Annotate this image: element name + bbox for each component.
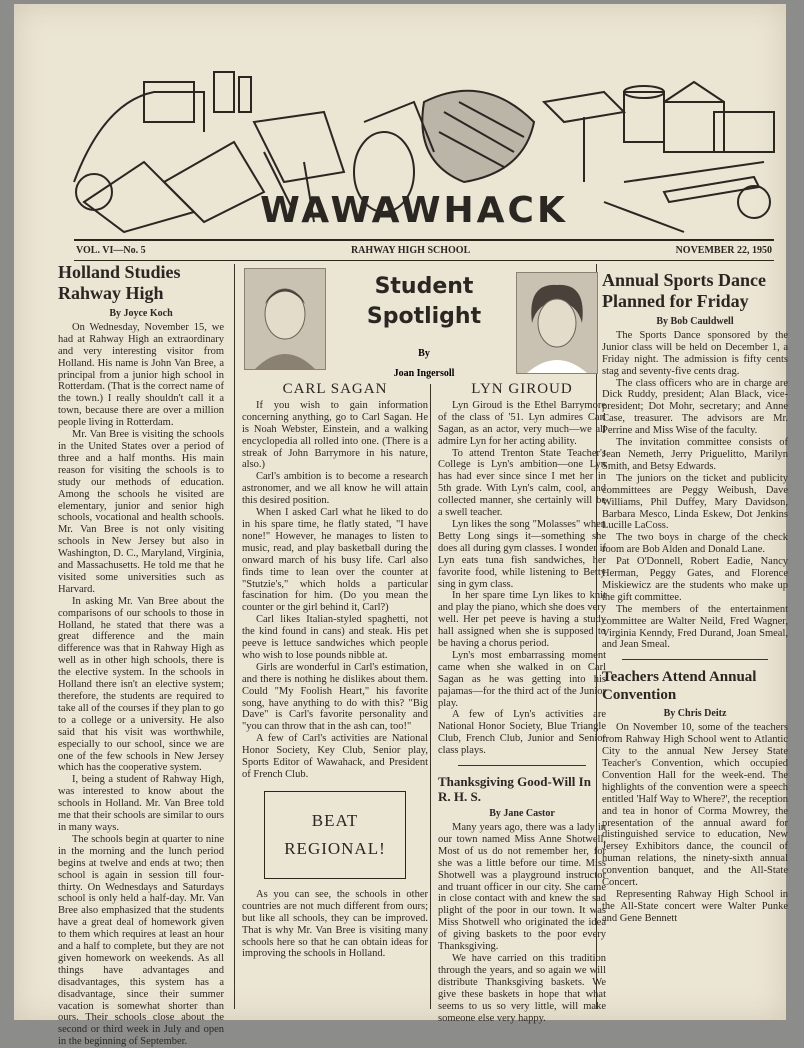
- article-paragraph: Pat O'Donnell, Robert Eadie, Nancy Herman, Peggy Gates, and Florence Miskiewicz are the students who make up the gift committee.: [602, 556, 788, 603]
- article-paragraph: On November 10, some of the teachers from Rahway High School went to Atlantic City to the annual New Jersey State Teacher's Convention, which occupied Convention Hall for the week-end. The highlights of the convention were a speech entitled 'Half Way to Where?', the reception and tea in honor of Corma Mowrey, the presentation of the annual award for distinguished service to education, New Jersey Exhibitors dance, the council of human relations, the ninety-sixth annual convention banquet, and the All-State Concert.: [602, 722, 788, 889]
- article-byline: By Joyce Koch: [109, 308, 173, 319]
- volume-number: VOL. VI—No. 5: [76, 245, 146, 256]
- article-carl-sagan: [242, 381, 428, 960]
- column-rule: [234, 264, 235, 1009]
- article-paragraph: Representing Rahway High School in the All-State concert were Walter Punke and Gene Bennett: [602, 888, 788, 924]
- spotlight-author: Joan Ingersoll: [393, 368, 455, 379]
- article-headline: Holland Studies Rahway High: [58, 262, 181, 303]
- lyn-giroud-photo: [516, 272, 598, 374]
- article-headline: Teachers Attend Annual Convention: [602, 669, 757, 704]
- article-paragraph: The schools begin at quarter to nine in the morning and the lunch period begins at twelve and ends at two; then school is again in session till four-thirty. On Wednesdays and Saturdays school is only held a half-day. Mr. Van Bree also emphasized that the students have a great deal of homework given to them which requires at least an hour and a half to complete, but they are not given homework on weekends. As all things have advantages and disadvantages, this system has a disadvantage, since their summer vacation is somewhat shorter than ours. Their schools close about the second or third week in July and open in the beginning of September.: [58, 833, 224, 1048]
- article-headline: Thanksgiving Good-Will In R. H. S.: [438, 774, 591, 805]
- article-paragraph: The two boys in charge of the check room are Bob Alden and Donald Lane.: [602, 532, 788, 556]
- article-paragraph: Mr. Van Bree is visiting the schools in the United States over a period of three and a half months. His main reason for visiting the schools is to study our methods of education. Among the schools he visited are elementary, junior and senior high schools, vocational and health schools. Mr. Van Bree is not only visiting schools in New Jersey but also in Washington, D. C., Maryland, Virginia, and Massachusetts. He told me that he visited some universities such as Harvard.: [58, 429, 224, 595]
- spotlight-by: By: [418, 348, 430, 359]
- spotlight-name: CARL SAGAN: [282, 381, 388, 397]
- article-paragraph: Lyn's most embarrassing moment came when she walked in on Carl Sagan as he was getting into his pajamas—for the third act of the Junior play.: [438, 649, 606, 709]
- spotlight-title: Student Spotlight: [366, 274, 482, 329]
- beat-regional-box: BEAT REGIONAL!: [264, 791, 406, 879]
- article-lyn-giroud: [438, 381, 606, 1024]
- article-paragraph: The Sports Dance sponsored by the Junior class will be held on December 1, a Friday night. The admission is fifty cents stag and seventy-five cents drag.: [602, 329, 788, 377]
- article-paragraph: A few of Lyn's activities are National Honor Society, Blue Triangle Club, French Club, Junior and Senior class plays.: [438, 709, 606, 757]
- newspaper-page: [14, 4, 788, 1048]
- article-paragraph: Carl's ambition is to become a research astronomer, and we all know he will attain this desired position.: [242, 471, 428, 507]
- article-holland: [58, 262, 224, 1048]
- spotlight-name: LYN GIROUD: [471, 381, 573, 397]
- article-byline: By Jane Castor: [489, 808, 555, 820]
- issue-info-bar: [74, 239, 774, 261]
- article-paragraph: The invitation committee consists of Jean Nemeth, Jerry Priguelitto, Marilyn Smith, and Betsy Edwards.: [602, 437, 788, 472]
- article-paragraph: To attend Trenton State Teacher's College is Lyn's ambition—one Lyn has had ever since since I met her in 5th grade. With Lyn's calm, cool, and collected manner, she certainly will be a swell teacher.: [438, 447, 606, 519]
- issue-date: NOVEMBER 22, 1950: [675, 245, 772, 256]
- article-paragraph: Lyn likes the song "Molasses" when Betty Long sings it—something she does all during gym classes. I wonder if Lyn eats tuna fish sandwiches, her favorite food, while listening to Betty sing in gym class.: [438, 518, 606, 590]
- article-paragraph: A few of Carl's activities are National Honor Society, Key Club, Senior play, Sports Editor of Wawahack, and President of French Club.: [242, 733, 428, 780]
- article-paragraph: Carl likes Italian-styled spaghetti, not the kind found in cans) and steak. His pet peeve is lettuce sandwiches which people who wish to lose pounds nibble at.: [242, 614, 428, 661]
- school-name: RAHWAY HIGH SCHOOL: [350, 245, 471, 256]
- divider: [458, 765, 586, 766]
- article-paragraph: On Wednesday, November 15, we had at Rahway High an extraordinary and very interesting visitor from Holland. His name is John Van Bree, a principal from a junior high school in Rotterdam. (That is the correct name of the town.) I really shouldn't call it a town, because there are over a million people living in Rotterdam.: [58, 321, 224, 429]
- article-paragraph: The class officers who are in charge are Dick Ruddy, president; Alan Black, vice-president; Dot Mohr, secretary; and Anne Case, treasurer. The advisors are Mr. Perrine and Miss Wise of the faculty.: [602, 377, 788, 437]
- article-paragraph: I, being a student of Rahway High, was interested to know about the schools in Holland. Mr. Van Bree told me that their schools are similar to ours in many ways.: [58, 774, 224, 833]
- column-rule: [430, 384, 431, 1009]
- article-paragraph: We have carried on this tradition through the years, and so again we will distribute Thanksgiving baskets. We give these baskets in hope that what seems to us so very little, will make someone else very happy.: [438, 952, 606, 1024]
- article-byline: By Bob Cauldwell: [656, 316, 734, 327]
- article-paragraph: Girls are wonderful in Carl's estimation, and there is nothing he dislikes about them. Could "My Foolish Heart," his favorite song, have anything to do with this? "Big Dave" is Carl's favorite personality and "you can throw that in the ash can, too!": [242, 661, 428, 733]
- article-paragraph: Lyn Giroud is the Ethel Barrymore of the class of '51. Lyn admires Carl Sagan, as an actor, very much—we all admire Lyn for her acting ability.: [438, 399, 606, 447]
- article-paragraph: In her spare time Lyn likes to knit and play the piano, which she does very well. Her pet peeve is having a study hall assigned when she is supposed to be having a chorus period.: [438, 590, 606, 650]
- article-paragraph: The juniors on the ticket and publicity committees are Peggy Weibush, Dave Williams, Phil Duffey, Mary Davidson, Barbara Mesco, Linda Eskew, Dot Jenkins Lucille LaCoss.: [602, 472, 788, 532]
- newspaper-title: WAWAWHACK: [260, 190, 568, 231]
- article-sports-dance: [602, 270, 788, 925]
- carl-sagan-photo: [244, 268, 326, 370]
- article-paragraph: The members of the entertainment committee are Walter Neild, Fred Wagner, Virginia Kenndy, Fred Durand, Joan Smeal, and Jean Smeal.: [602, 603, 788, 651]
- article-paragraph: In asking Mr. Van Bree about the comparisons of our schools to those in Holland, he stated that there was a great difference and the main difference was that in Rahway High as well as in other high schools, there is the elective system. In the schools in Holland there isn't an elective system; therefore, the students are required to take all of the courses if they plan to go to a college or a university. He also said that his visit was worthwhile, especially to our school, since we are one of the few schools in New Jersey which has the cooperative system.: [58, 595, 224, 774]
- article-paragraph: As you can see, the schools in other countries are not much different from ours; but like all schools, they can be improved. That is why Mr. Van Bree is visiting many schools here so that he can obtain ideas for improving the schools in Holland.: [242, 888, 428, 960]
- article-headline: Annual Sports Dance Planned for Friday: [602, 270, 767, 311]
- article-paragraph: If you wish to gain information concerning anything, go to Carl Sagan. He is Noah Webster, Einstein, and a walking encyclopedia all rolled into one. (There is a streak of John Barrymore in his nature, also.): [242, 399, 428, 471]
- article-paragraph: When I asked Carl what he liked to do in his spare time, he flatly stated, "I have none!" However, he manages to listen to music, read, and play basketball during the onward march of his busy life. Carl also finds time to lean over the counter at "Stutzie's," which holds a particular fascination for him. (Do you mean the counter or the girl behind it, Carl?): [242, 507, 428, 614]
- article-paragraph: Many years ago, there was a lady in our town named Miss Anne Shotwell. Most of us do not remember her, for she was a little before our time. Miss Shotwell was a playground instructor and truant officer in our city. She came in close contact with and knew the sad plight of the poor in our town. It was Miss Shotwell who originated the idea of giving baskets to the poor every Thanksgiving.: [438, 822, 606, 953]
- article-byline: By Chris Deitz: [663, 708, 727, 720]
- student-spotlight-header: [242, 262, 606, 382]
- divider: [622, 659, 768, 660]
